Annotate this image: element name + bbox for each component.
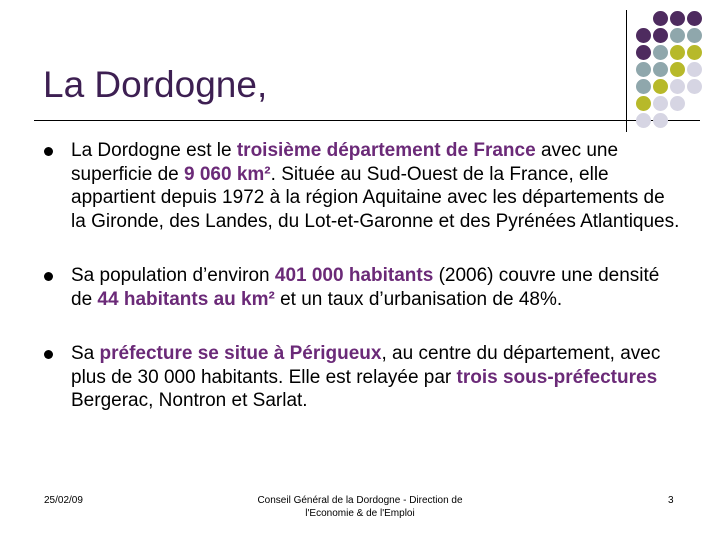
decoration-dot [636, 45, 651, 60]
decoration-dot [687, 79, 702, 94]
decoration-dot [670, 79, 685, 94]
decoration-dot [653, 79, 668, 94]
bullet-highlight: préfecture se situe à Périgueux [99, 343, 382, 364]
decoration-dot [653, 96, 668, 111]
decoration-dot [670, 28, 685, 43]
bullet-text-segment: (2006) couvre une densité de [71, 265, 660, 310]
slide-title: La Dordogne, [43, 64, 268, 105]
decoration-dot [653, 113, 668, 128]
bullet-list [44, 139, 684, 413]
page-number: 3 [668, 495, 674, 506]
decoration-dot [636, 28, 651, 43]
bullet-highlight: 9 060 km² [184, 163, 271, 185]
decoration-dot [670, 96, 685, 111]
decoration-dot [653, 11, 668, 26]
bullet-text-segment: et un taux d’urbanisation de 48%. [274, 288, 563, 310]
decoration-dot [636, 113, 651, 128]
decoration-dot [653, 62, 668, 77]
bullet-dot-icon [44, 350, 53, 359]
decoration-dot [670, 45, 685, 60]
bullet-text-segment: Bergerac, Nontron et Sarlat. [71, 390, 308, 411]
decoration-dot [670, 62, 685, 77]
bullet-text-segment: , au centre du département, avec plus de 30 000 habitants. Elle est relayée par [71, 343, 661, 388]
bullet-text-segment: Sa population d’environ [71, 265, 275, 286]
bullet-text-segment: Sa [71, 343, 100, 364]
bullet-text-segment: La Dordogne est le [71, 140, 237, 161]
bullet-item [44, 264, 684, 311]
decoration-dot [687, 11, 702, 26]
title-underline [34, 120, 700, 121]
bullet-item [44, 139, 684, 233]
decoration-dot [687, 28, 702, 43]
dot-grid-decoration [636, 11, 703, 129]
decoration-dot [636, 79, 651, 94]
bullet-highlight: 401 000 habitants [274, 265, 434, 286]
decoration-dot [653, 28, 668, 43]
bullet-highlight: troisième département de France [236, 140, 536, 161]
footer-date: 25/02/09 [44, 495, 83, 506]
decoration-dot [653, 45, 668, 60]
decoration-dot [636, 62, 651, 77]
bullet-text-segment: . Située au Sud-Ouest de la France, elle appartient depuis 1972 à la région Aquitaine avec les départements de la Gironde, des Landes, du Lot-et-Garonne et des Pyrénées Atlantiques. [71, 163, 680, 232]
decoration-dot [687, 45, 702, 60]
decoration-dot [687, 62, 702, 77]
bullet-dot-icon [44, 147, 53, 156]
bullet-dot-icon [44, 272, 53, 281]
bullet-item [44, 342, 684, 413]
bullet-text-segment: avec une superficie de [71, 140, 619, 185]
bullet-highlight: trois sous-préfectures [456, 366, 658, 388]
footer-organization: Conseil Général de la Dordogne - Direction de l'Economie & de l'Emploi [257, 495, 463, 519]
decoration-dot [670, 11, 685, 26]
bullet-highlight: 44 habitants au km² [97, 288, 275, 310]
decoration-dot [636, 96, 651, 111]
vertical-rule [626, 10, 627, 132]
